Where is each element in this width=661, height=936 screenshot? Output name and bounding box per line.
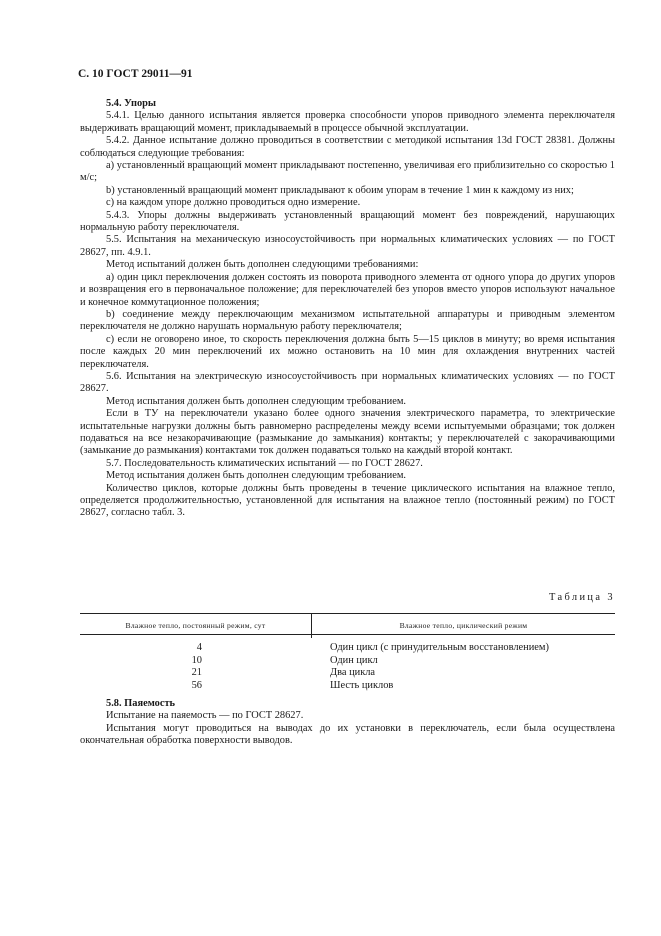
column-header-constant-mode: Влажное тепло, постоянный режим, сут bbox=[125, 621, 266, 631]
paragraph-5-4-2: 5.4.2. Данное испытание должно проводиться в соответствии с методикой испытания 13d ГОСТ 28381. Должны соблюдаться следующие требования: bbox=[80, 135, 615, 159]
days-cell: 56 bbox=[191, 679, 202, 691]
section-5-8-title: 5.8. Паяемость bbox=[106, 698, 176, 709]
table-row bbox=[80, 655, 615, 667]
paragraph-5-6-method: Метод испытания должен быть дополнен следующим требованием. bbox=[106, 395, 406, 407]
table-grid bbox=[80, 613, 615, 692]
main-text bbox=[80, 95, 615, 520]
section-5-8 bbox=[80, 698, 615, 748]
paragraph-5-5-a: а) один цикл переключения должен состоять из поворота приводного элемента от одного упора до других упоров и возвращения его в первоначальное положение; для переключателей без упоров вместо упоров используют начальное и конечное коммутационное положения; bbox=[80, 271, 615, 308]
paragraph-5-7: 5.7. Последовательность климатических испытаний — по ГОСТ 28627. bbox=[106, 457, 423, 469]
cycles-cell: Один цикл bbox=[330, 654, 378, 666]
table-3 bbox=[80, 592, 615, 692]
paragraph-5-4-2-a: а) установленный вращающий момент прикладывают постепенно, увеличивая его приблизительно со скоростью 1 м/с; bbox=[80, 160, 615, 184]
paragraph-5-5-method: Метод испытаний должен быть дополнен следующими требованиями: bbox=[106, 259, 419, 271]
paragraph-5-5-c: с) если не оговорено иное, то скорость переключения должна быть 5—15 циклов в минуту; во время испытания после каждых 20 мин переключений их можно остановить на 10 мин для охлаждения внутренних частей переключателя. bbox=[80, 333, 615, 370]
paragraph-5-8-2: Испытания могут проводиться на выводах до их установки в переключатель, если была осуществлена окончательная обработка поверхности выводов. bbox=[80, 722, 615, 747]
table-row bbox=[80, 642, 615, 654]
paragraph-5-5: 5.5. Испытания на механическую износоустойчивость при нормальных климатических условиях — по ГОСТ 28627, пп. 4.9.1. bbox=[80, 234, 615, 258]
days-cell: 4 bbox=[196, 642, 202, 654]
paragraph-5-4-1: 5.4.1. Целью данного испытания является проверка способности упоров приводного элемента переключателя выдерживать вращающий момент, прикладываемый в процессе обычной эксплуатации. bbox=[80, 110, 615, 134]
cycles-cell: Два цикла bbox=[330, 667, 376, 679]
paragraph-5-6-text: Если в ТУ на переключатели указано более одного значения электрического параметра, то электрические испытательные нагрузки должны быть равномерно распределены между всеми испытуемыми образцами; ток должен подаваться на все незакорачивающие (размыкание до замыкания) контакты; у переключателей с закорачивающими (замыкание до размыкания) контактами ток должен подаваться только на каждый второй контакт. bbox=[80, 408, 615, 457]
cycles-cell: Один цикл (с принудительным восстановлением) bbox=[330, 642, 549, 654]
table-header bbox=[80, 614, 615, 635]
paragraph-5-4-2-c: с) на каждом упоре должно проводиться одно измерение. bbox=[106, 197, 361, 209]
table-row bbox=[80, 680, 615, 692]
table-caption: Таблица 3 bbox=[548, 592, 615, 603]
paragraph-5-6: 5.6. Испытания на электрическую износоустойчивость при нормальных климатических условиях — по ГОСТ 28627. bbox=[80, 370, 615, 395]
paragraph-5-4-2-b: b) установленный вращающий момент прикладывают к обоим упорам в течение 1 мин к каждому из них; bbox=[106, 184, 574, 196]
days-cell: 21 bbox=[191, 667, 202, 679]
paragraph-5-5-b: b) соединение между переключающим механизмом испытательной аппаратуры и приводным элементом переключателя не должно нарушать нормальную работу переключателя; bbox=[80, 308, 615, 333]
paragraph-5-7-text: Количество циклов, которые должны быть проведены в течение циклического испытания на влажное тепло, определяется продолжительностью, установленной для испытания на влажное тепло (постоянный режим) по ГОСТ 28627, согласно табл. 3. bbox=[80, 482, 615, 519]
days-cell: 10 bbox=[191, 654, 202, 666]
paragraph-5-7-method: Метод испытания должен быть дополнен следующим требованием. bbox=[106, 470, 406, 482]
page-header: С. 10 ГОСТ 29011—91 bbox=[78, 68, 193, 80]
paragraph-5-8-1: Испытание на паяемость — по ГОСТ 28627. bbox=[106, 710, 304, 722]
table-row bbox=[80, 667, 615, 679]
section-5-4-title: 5.4. Упоры bbox=[106, 98, 157, 109]
paragraph-5-4-3: 5.4.3. Упоры должны выдерживать установленный вращающий момент без повреждений, нарушающих нормальную работу переключателя. bbox=[80, 209, 615, 234]
table-body bbox=[80, 635, 615, 692]
cycles-cell: Шесть циклов bbox=[330, 679, 394, 691]
column-header-cyclic-mode: Влажное тепло, циклический режим bbox=[399, 621, 528, 631]
